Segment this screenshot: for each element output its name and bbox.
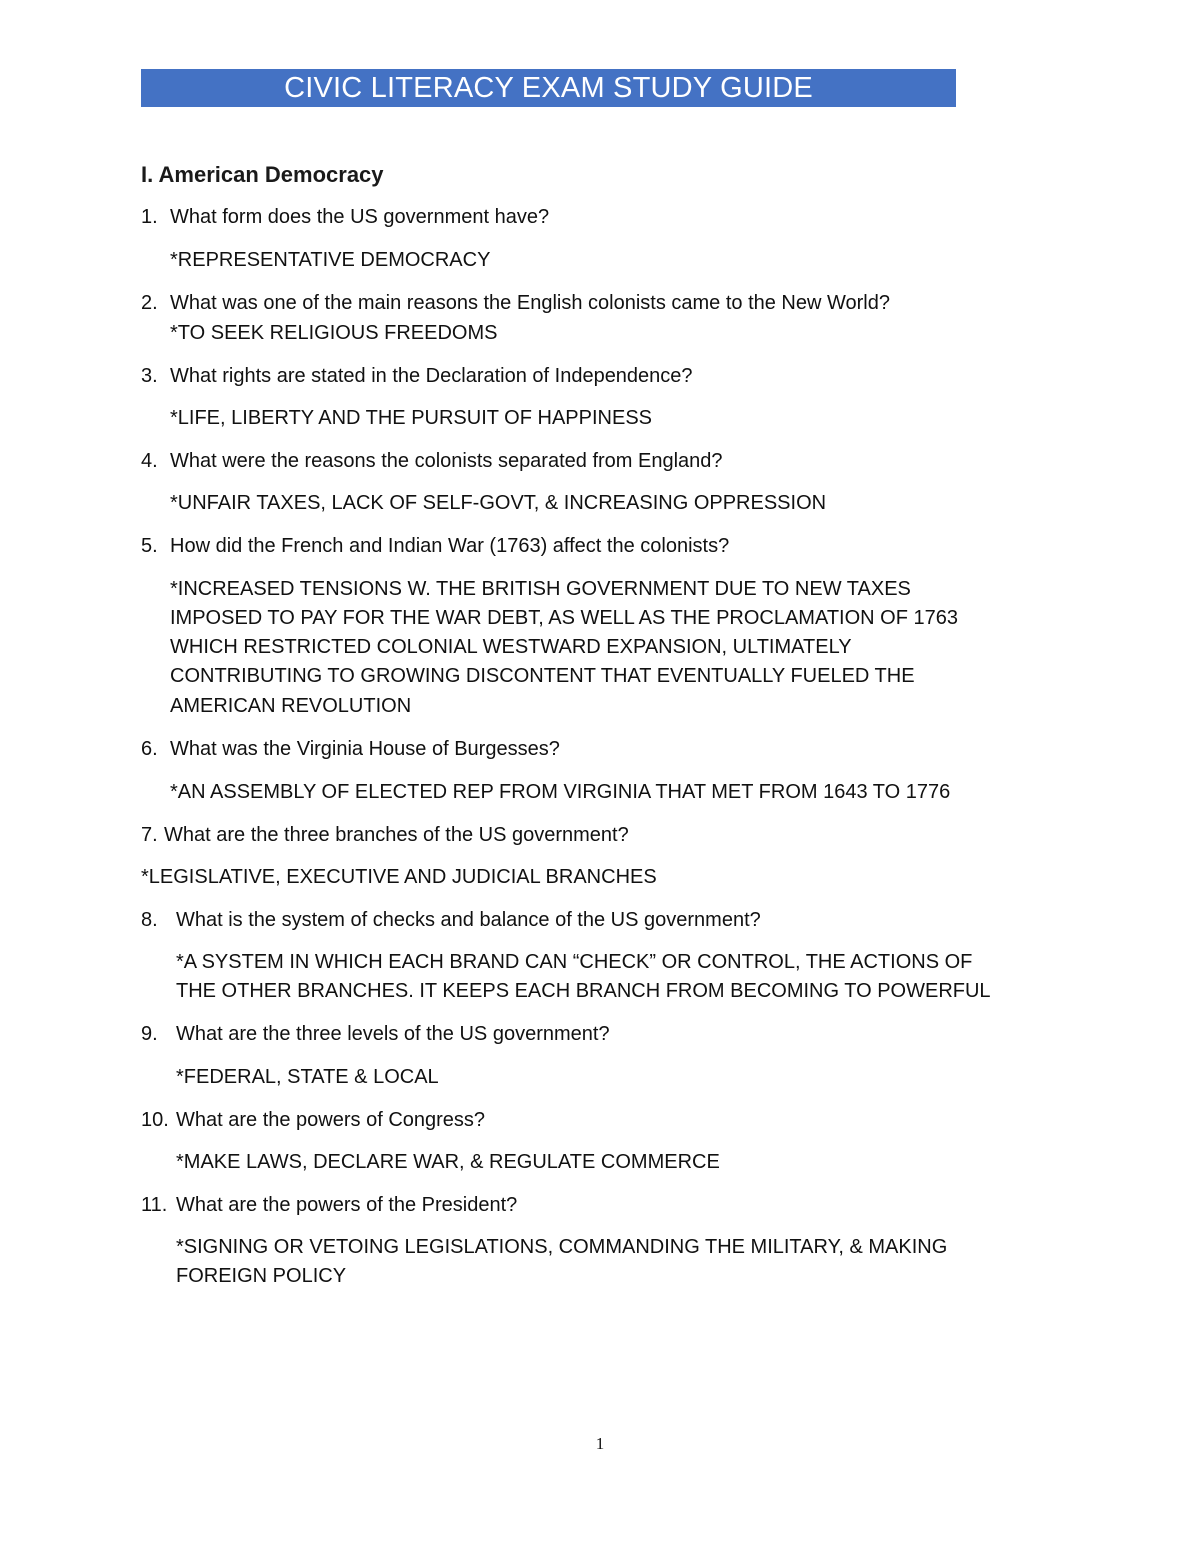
- question-number: 11.: [141, 1194, 168, 1216]
- answer-text: CONTRIBUTING TO GROWING DISCONTENT THAT EVENTUALLY FUELED THE: [170, 665, 915, 687]
- answer-text: *LIFE, LIBERTY AND THE PURSUIT OF HAPPINESS: [170, 407, 652, 429]
- question-number: 4.: [141, 450, 158, 472]
- answer-text: WHICH RESTRICTED COLONIAL WESTWARD EXPANSION, ULTIMATELY: [170, 636, 852, 658]
- question-text: What are the powers of the President?: [176, 1194, 518, 1216]
- question-number: 3.: [141, 365, 158, 387]
- answer-text: *SIGNING OR VETOING LEGISLATIONS, COMMANDING THE MILITARY, & MAKING: [176, 1236, 948, 1258]
- question-number: 6.: [141, 738, 158, 760]
- question-number: 8.: [141, 909, 158, 931]
- answer-text: *INCREASED TENSIONS W. THE BRITISH GOVERNMENT DUE TO NEW TAXES: [170, 578, 911, 600]
- answer-text: *A SYSTEM IN WHICH EACH BRAND CAN “CHECK” OR CONTROL, THE ACTIONS OF: [176, 951, 973, 973]
- answer-text: *AN ASSEMBLY OF ELECTED REP FROM VIRGINIA THAT MET FROM 1643 TO 1776: [170, 781, 951, 803]
- document-title: CIVIC LITERACY EXAM STUDY GUIDE: [141, 69, 956, 107]
- question-number: 1.: [141, 206, 158, 228]
- question-text: What are the three branches of the US government?: [164, 824, 629, 846]
- question-text: What form does the US government have?: [170, 206, 550, 228]
- question-text: What is the system of checks and balance of the US government?: [176, 909, 761, 931]
- answer-text: *LEGISLATIVE, EXECUTIVE AND JUDICIAL BRANCHES: [141, 866, 657, 888]
- answer-text: THE OTHER BRANCHES. IT KEEPS EACH BRANCH FROM BECOMING TO POWERFUL: [176, 980, 991, 1002]
- question-text: How did the French and Indian War (1763) affect the colonists?: [170, 535, 730, 557]
- answer-text: *TO SEEK RELIGIOUS FREEDOMS: [170, 322, 498, 344]
- question-text: What was one of the main reasons the English colonists came to the New World?: [170, 292, 890, 314]
- question-number: 5.: [141, 535, 158, 557]
- answer-text: *REPRESENTATIVE DEMOCRACY: [170, 249, 491, 271]
- section-heading: I. American Democracy: [141, 162, 384, 187]
- answer-text: *MAKE LAWS, DECLARE WAR, & REGULATE COMMERCE: [176, 1151, 720, 1173]
- question-number: 9.: [141, 1023, 158, 1045]
- question-number: 7.: [141, 824, 158, 846]
- question-text: What are the powers of Congress?: [176, 1109, 486, 1131]
- question-text: What were the reasons the colonists separated from England?: [170, 450, 723, 472]
- answer-text: FOREIGN POLICY: [176, 1265, 347, 1287]
- question-text: What was the Virginia House of Burgesses?: [170, 738, 560, 760]
- question-text: What rights are stated in the Declaration of Independence?: [170, 365, 693, 387]
- answer-text: IMPOSED TO PAY FOR THE WAR DEBT, AS WELL AS THE PROCLAMATION OF 1763: [170, 607, 958, 629]
- answer-text: *UNFAIR TAXES, LACK OF SELF-GOVT, & INCREASING OPPRESSION: [170, 492, 827, 514]
- question-number: 2.: [141, 292, 158, 314]
- question-number: 10.: [141, 1109, 169, 1131]
- page-number: 1: [595, 1434, 605, 1453]
- question-text: What are the three levels of the US government?: [176, 1023, 610, 1045]
- answer-text: AMERICAN REVOLUTION: [170, 695, 412, 717]
- answer-text: *FEDERAL, STATE & LOCAL: [176, 1066, 439, 1088]
